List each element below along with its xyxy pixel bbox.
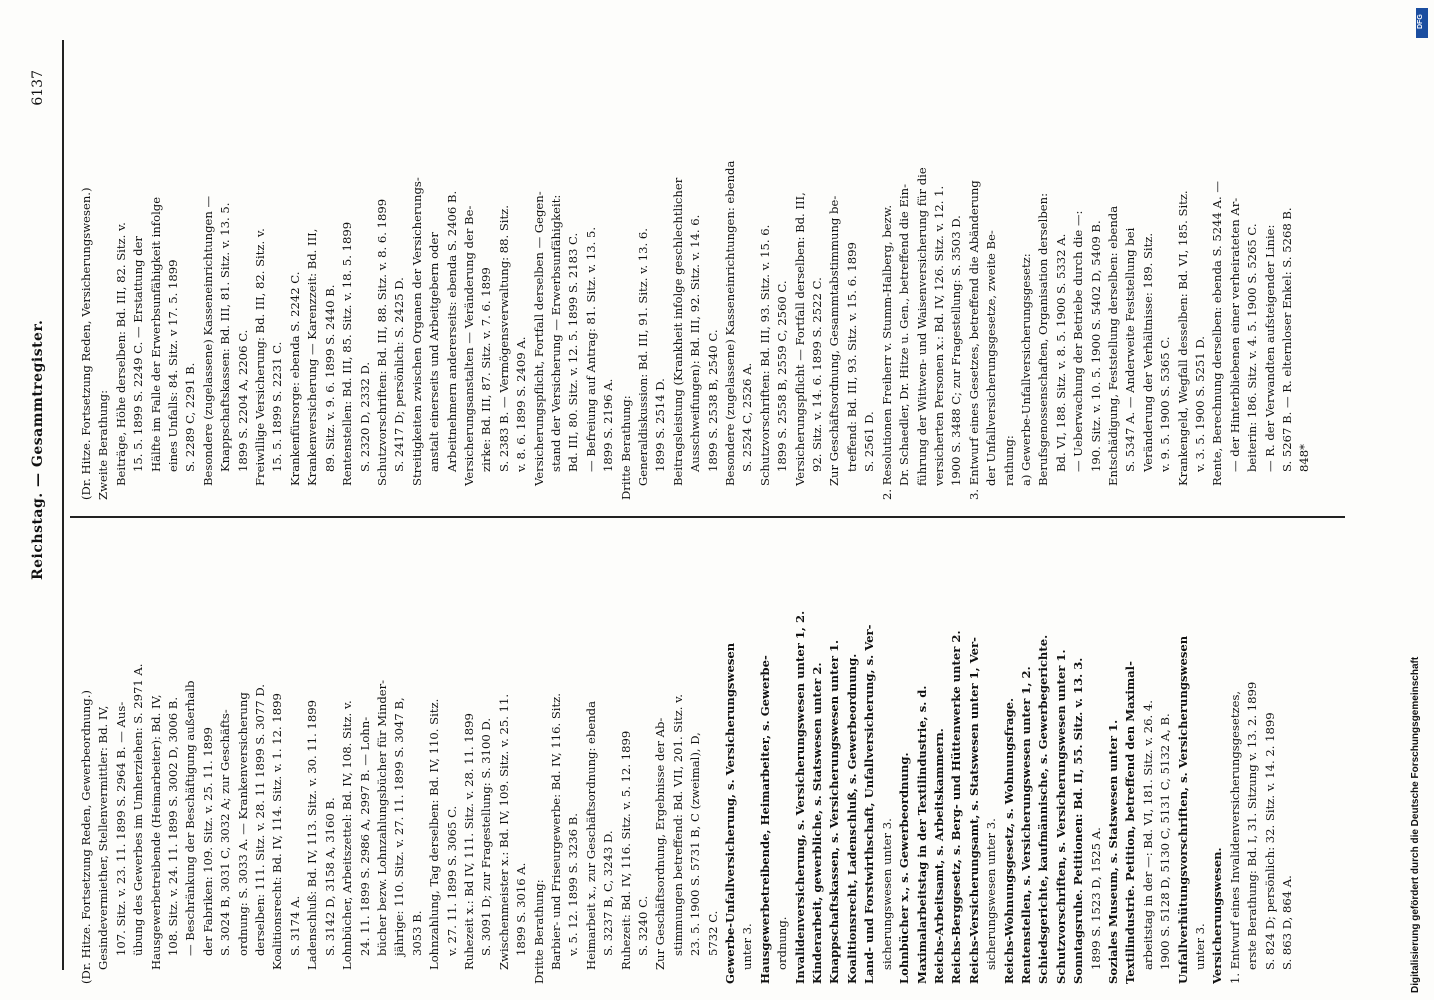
index-line: S. 824 D; persönlich: 32. Sitz. v. 14. 2. 1899 <box>1262 712 1277 970</box>
index-line: rathung: <box>1001 435 1016 486</box>
index-line: Veränderung der Verhältnisse: 189. Sitz. <box>1140 232 1155 472</box>
running-title: Reichstag. — Gesammtregister. <box>30 319 46 580</box>
index-line: S. 3237 B, C, 3243 D. <box>601 830 616 956</box>
index-line: Schutzvorschriften: Bd. III, 93. Sitz. v. 15. 6. <box>757 224 772 486</box>
index-line: Beitragsleistung (Krankheit infolge geschlechtlicher <box>670 177 685 486</box>
index-line: führung der Wittwen- und Waisenversicherung für die <box>914 167 929 486</box>
index-line: stand der Versicherung — Erwerbsunfähigkeit: <box>548 194 563 472</box>
index-line: 1899 S. 3016 A. <box>514 862 529 956</box>
index-line: unter 3. <box>1193 923 1207 970</box>
index-line: v. 9. 5. 1900 S. 5365 C. <box>1158 336 1173 472</box>
index-line: Hausgewerbetreibende (Heimarbeiter): Bd. IV, <box>148 694 163 970</box>
index-line: Zweite Berathung: <box>96 390 111 500</box>
index-line: S. 3174 A. <box>287 895 302 956</box>
index-line: Barbier- und Friseurgewerbe: Bd. IV, 116. Sitz. <box>548 693 563 970</box>
index-line: Gewerbe-Unfallversicherung, s. Versicherungswesen <box>723 642 738 984</box>
index-line: 1. Entwurf eines Invalidenversicherungsgesetzes, <box>1227 690 1242 984</box>
index-line: Versicherungspflicht, Fortfall derselben — Gegen- <box>531 191 546 486</box>
index-line: unter 3. <box>740 923 755 970</box>
index-line: 848* <box>1297 444 1312 472</box>
index-line: — Befreiung auf Antrag: 81. Sitz. v. 13. 5. <box>583 226 598 472</box>
index-line: Reichs-Berggesetz, s. Berg- und Hüttenwerke unter 2. <box>949 630 964 984</box>
index-line: Freiwillige Versicherung: Bd. III, 82. Sitz. v. <box>253 228 268 486</box>
index-line: S. 3240 C. <box>636 895 650 956</box>
index-line: S. 2524 C, 2526 A. <box>740 362 755 472</box>
index-line: Krankenversicherung — Karenzzeit: Bd. III, <box>305 228 320 486</box>
index-line: 1899 S. 2204 A, 2206 C. <box>235 329 250 472</box>
index-line: jährige: 110. Sitz. v. 27. 11. 1899 S. 3047 B, <box>392 697 407 956</box>
index-line: S. 2289 C, 2291 B. <box>183 362 198 472</box>
index-line: stimmungen betreffend: Bd. VII, 201. Sitz. v. <box>670 694 685 956</box>
index-line: Rentenstellen: Bd. III, 85. Sitz. v. 18. 5. 1899 <box>340 221 355 486</box>
index-line: Soziales Museum, s. Statswesen unter 1. <box>1105 719 1120 984</box>
index-line: Versicherungswesen. <box>1210 847 1225 984</box>
index-line: Rentenstellen, s. Versicherungswesen unter 1, 2. <box>1018 666 1033 984</box>
index-line: 107. Sitz. v. 23. 11. 1899 S. 2964 B. — Aus- <box>113 701 128 956</box>
index-line: Unfallverhütungsvorschriften, s. Versicherungswesen <box>1175 635 1190 984</box>
index-line: 1899 S. 2514 D. <box>653 378 668 472</box>
index-line: a) Gewerbe-Unfallversicherungsgesetz: <box>1018 253 1033 486</box>
index-line: Hausgewerbetreibende, Heimarbeiter, s. Gewerbe- <box>757 655 772 984</box>
index-line: Reichs-Versicherungsamt, s. Statswesen unter 1, Ver- <box>966 637 981 984</box>
index-line: v. 5. 12. 1899 S. 3236 B. <box>566 813 581 956</box>
index-line: Reichs-Wohnungsgesetz, s. Wohnungsfrage. <box>1001 697 1016 984</box>
index-line: 1899 S. 2538 B, 2540 C. <box>705 329 720 472</box>
index-line: Bd. VI, 188. Sitz. v. 8. 5. 1900 S. 5332 A. <box>1053 233 1068 472</box>
index-line: Kinderarbeit, gewerbliche, s. Statswesen unter 2. <box>810 662 825 984</box>
index-line: Land- und Forstwirthschaft, Unfallversicherung, s. Ver- <box>862 624 877 984</box>
index-line: Sonntagsruhe. Petitionen: Bd. II, 55. Sitz. v. 13. 3. <box>1071 657 1086 984</box>
index-line: 3. Entwurf eines Gesetzes, betreffend die Abänderung <box>966 180 981 500</box>
index-line: — Ueberwachung der Betriebe durch die —: <box>1071 210 1086 472</box>
dfg-credit-text: Digitalisierung gefördert durch die Deutsche Forschungsgemeinschaft <box>1410 656 1421 993</box>
index-line: 1899 S. 1523 D, 1525 A. <box>1088 827 1103 970</box>
page-header <box>30 20 52 980</box>
dfg-logo: DFG <box>1416 8 1428 38</box>
index-line: S. 2417 D; persönlich: S. 2425 D. <box>392 277 407 472</box>
index-line: ordnung. <box>775 916 790 970</box>
index-line: Dritte Berathung: <box>618 395 633 500</box>
index-line: Arbeitnehmern andererseits: ebenda S. 2406 B. <box>444 190 459 472</box>
index-line: sicherungswesen unter 3. <box>879 818 894 970</box>
index-line: Lohnbücher, Arbeitszettel: Bd. IV, 108. Sitz. v. <box>340 700 355 970</box>
index-line: der Unfallversicherungsgesetze, zweite Be- <box>984 230 999 486</box>
index-line: beiterin: 186. Sitz. v. 4. 5. 1900 S. 5265 C. <box>1245 223 1260 472</box>
index-line: Knappschaftskassen, s. Versicherungswesen unter 1. <box>827 639 842 984</box>
index-line: derselben: 111. Sitz. v. 28. 11 1899 S. 3077 D. <box>253 684 268 956</box>
index-line: eines Unfalls: 84. Sitz. v 17. 5. 1899 <box>166 259 181 472</box>
index-line: 1900 S. 5128 D, 5130 C, 5131 C, 5132 A, B. <box>1158 713 1173 970</box>
index-line: übung des Gewerbes im Umherziehen: S. 2971 A. <box>131 663 146 956</box>
index-line: Bd. III, 80. Sitz. v. 12. 5. 1899 S. 2183 C. <box>566 232 581 472</box>
index-line: S. 5267 B. — R. elternloser Enkel: S. 5268 B. <box>1280 207 1295 472</box>
index-line: Dritte Berathung: <box>531 879 546 984</box>
index-line: 92. Sitz. v. 14. 6. 1899 S. 2522 C. <box>810 277 825 472</box>
index-line: Schiedsgerichte, kaufmännische, s. Gewerbegerichte. <box>1036 634 1051 984</box>
index-line: arbeitstag in der —: Bd. VI, 181. Sitz. v. 26. 4. <box>1140 700 1155 970</box>
index-line: 15. 5. 1899 S. 2231 C. <box>270 341 285 472</box>
index-line: versicherten Personen x.: Bd. IV, 126. Sitz. v. 12. 1. <box>931 185 946 486</box>
index-line: S. 3091 D; zur Fragestellung: S. 3100 D. <box>479 717 494 956</box>
index-line: v. 8. 6. 1899 S. 2409 A. <box>514 336 529 472</box>
index-line: 108. Sitz. v. 24. 11. 1899 S. 3002 D, 3006 B. <box>166 696 181 956</box>
index-line: Schutzvorschriften: Bd. III, 88. Sitz. v. 8. 6. 1899 <box>374 198 389 486</box>
index-line: Krankengeld, Wegfall desselben: Bd. VI, 185. Sitz. <box>1175 190 1190 486</box>
index-line: 89. Sitz. v. 9. 6. 1899 S. 2440 B. <box>322 284 337 472</box>
index-line: 15. 5. 1899 S. 2249 C. — Erstattung der <box>131 236 146 472</box>
index-line: 190. Sitz. v. 10. 5. 1900 S. 5402 D, 5409 B. <box>1088 220 1103 472</box>
index-line: (Dr. Hitze. Fortsetzung Reden, Gewerbeordnung.) <box>79 690 93 984</box>
index-line: Schutzvorschriften, s. Versicherungswesen unter 1. <box>1053 649 1068 984</box>
index-line: S. 863 D, 864 A. <box>1280 875 1295 970</box>
index-line: Zur Geschäftsordnung, Ergebnisse der Ab- <box>653 717 668 970</box>
index-line: 1899 S. 2558 B, 2559 C, 2560 C. <box>775 280 790 472</box>
index-line: Generaldiskussion: Bd. III, 91. Sitz. v. 13. 6. <box>636 228 650 486</box>
index-line: Krankenfürsorge: ebenda S. 2242 C. <box>287 271 302 486</box>
index-line: Ruhezeit x.: Bd IV, 111. Sitz. v. 28. 11. 1899 <box>461 713 476 970</box>
index-line: Lohnbücher x., s. Gewerbeordnung. <box>897 752 912 984</box>
index-line: Gesindevermiether, Stellenvermittler: Bd. IV, <box>96 705 111 970</box>
index-line: Berufsgenossenschaften, Organisation derselben: <box>1036 193 1051 486</box>
index-line: Entschädigung, Feststellung derselben: ebenda <box>1105 205 1120 486</box>
index-line: Versicherungsanstalten — Veränderung der Be- <box>461 205 476 486</box>
index-line: 2. Resolutionen Freiherr v. Stumm-Halberg, bezw. <box>879 204 894 500</box>
index-line: Reichs-Arbeitsamt, s. Arbeitskammern. <box>931 728 946 984</box>
index-line: Textilindustrie. Petition, betreffend den Maximal- <box>1123 661 1138 984</box>
dfg-credit-strip <box>1410 8 1434 998</box>
index-line: 1899 S. 2196 A. <box>601 378 616 472</box>
index-line: anstalt einerseits und Arbeitgebern oder <box>427 232 442 472</box>
index-line: sicherungswesen unter 3. <box>984 818 999 970</box>
index-line: Versicherungspflicht — Fortfall derselben: Bd. III, <box>792 192 807 486</box>
index-line: Maximalarbeitstag in der Textilindustrie, s. d. <box>914 685 929 984</box>
index-line: 5732 C. <box>705 910 720 956</box>
index-line: Dr. Schaedler, Dr. Hitze u. Gen., betreffend die Ein- <box>897 183 912 486</box>
index-line: 24. 11. 1899 S. 2986 A, 2997 B. — Lohn- <box>357 716 372 956</box>
index-line: 1900 S. 3488 C; zur Fragestellung: S. 3503 D. <box>949 215 964 486</box>
index-line: Heimarbeit x., zur Geschäftsordnung: ebenda <box>583 700 598 970</box>
page-number: 6137 <box>30 70 46 106</box>
index-line: S. 2320 D, 2332 D. <box>357 361 372 472</box>
index-line: S. 5347 A. — Anderweite Feststellung bei <box>1123 227 1138 472</box>
index-line: ordnung: S. 3033 A. — Krankenversicherung <box>235 692 250 956</box>
index-line: S. 3024 B, 3031 C, 3032 A; zur Geschäfts- <box>218 709 233 956</box>
index-line: bücher bezw. Lohnzahlungsbücher für Minder- <box>374 679 389 956</box>
index-line: Zwischenmeister x.: Bd. IV, 109. Sitz. v. 25. 11. <box>496 693 511 970</box>
index-line: Ausschweifungen): Bd. III, 92. Sitz. v. 14. 6. <box>688 214 703 472</box>
index-line: zirke: Bd. III, 87. Sitz. v. 7. 6. 1899 <box>479 267 494 472</box>
index-line: Besondere (zugelassene) Kasseneinrichtungen — <box>200 195 215 486</box>
column-divider <box>70 516 1345 518</box>
index-line: Streitigkeiten zwischen Organen der Versicherungs- <box>409 177 424 486</box>
index-line: Ruhezeit: Bd. IV, 116. Sitz. v. 5. 12. 1899 <box>618 730 633 970</box>
index-line: Zur Geschäftsordnung, Gesammtabstimmung be- <box>827 195 842 486</box>
index-line: Invalidenversicherung, s. Versicherungswesen unter 1, 2. <box>792 610 807 984</box>
right-column <box>78 60 1314 500</box>
index-line: Ladenschluß: Bd. IV, 113. Sitz. v. 30. 11. 1899 <box>305 700 320 970</box>
index-line: — R. der Verwandten aufsteigender Linie: <box>1262 224 1277 472</box>
index-line: S. 2561 D. <box>862 411 877 472</box>
index-line: v. 27. 11. 1899 S. 3065 C. <box>444 805 459 956</box>
index-line: Hälfte im Falle der Erwerbsunfähigkeit infolge <box>148 196 163 472</box>
index-line: 23. 5. 1900 S. 5731 B, C (zweimal), D, <box>688 732 703 956</box>
index-line: 3053 B. <box>409 910 424 956</box>
index-line: Beiträge, Höhe derselben: Bd. III, 82. Sitz. v. <box>113 222 128 486</box>
index-line: Koalitionsrecht, Ladenschluß, s. Gewerbeordnung. <box>844 653 859 984</box>
index-line: S. 3142 D, 3158 A, 3160 B. <box>322 797 337 956</box>
index-line: — Beschränkung der Beschäftigung außerhalb <box>183 680 198 956</box>
index-line: S. 2383 B. — Vermögensverwaltung: 88. Sitz. <box>496 205 511 472</box>
index-line: (Dr. Hitze. Fortsetzung Reden, Versicherungswesen.) <box>79 187 93 500</box>
index-line: erste Berathung: Bd. I, 31. Sitzung v. 13. 2. 1899 <box>1245 681 1260 970</box>
index-line: — der Hinterbliebenen einer verheirateten Ar- <box>1227 197 1242 472</box>
left-column <box>78 544 1296 984</box>
index-line: Lohnzahlung, Tag derselben: Bd. IV, 110. Sitz. <box>427 698 442 970</box>
index-line: treffend: Bd. III, 93. Sitz. v. 15. 6. 1899 <box>844 242 859 472</box>
index-line: Rente, Berechnung derselben: ebenda S. 5244 A. — <box>1210 181 1225 486</box>
index-line: Koalitionsrecht: Bd. IV, 114. Sitz. v. 1. 12. 1899 <box>270 693 285 970</box>
index-line: v. 3. 5. 1900 S. 5251 D. <box>1193 336 1207 472</box>
index-line: der Fabriken: 109. Sitz. v. 25. 11. 1899 <box>200 727 215 956</box>
index-line: Besondere (zugelassene) Kasseneinrichtungen: ebenda <box>723 160 738 486</box>
index-line: Knappschaftskassen: Bd. III, 81. Sitz. v. 13. 5. <box>218 202 233 472</box>
header-rule <box>62 40 64 970</box>
